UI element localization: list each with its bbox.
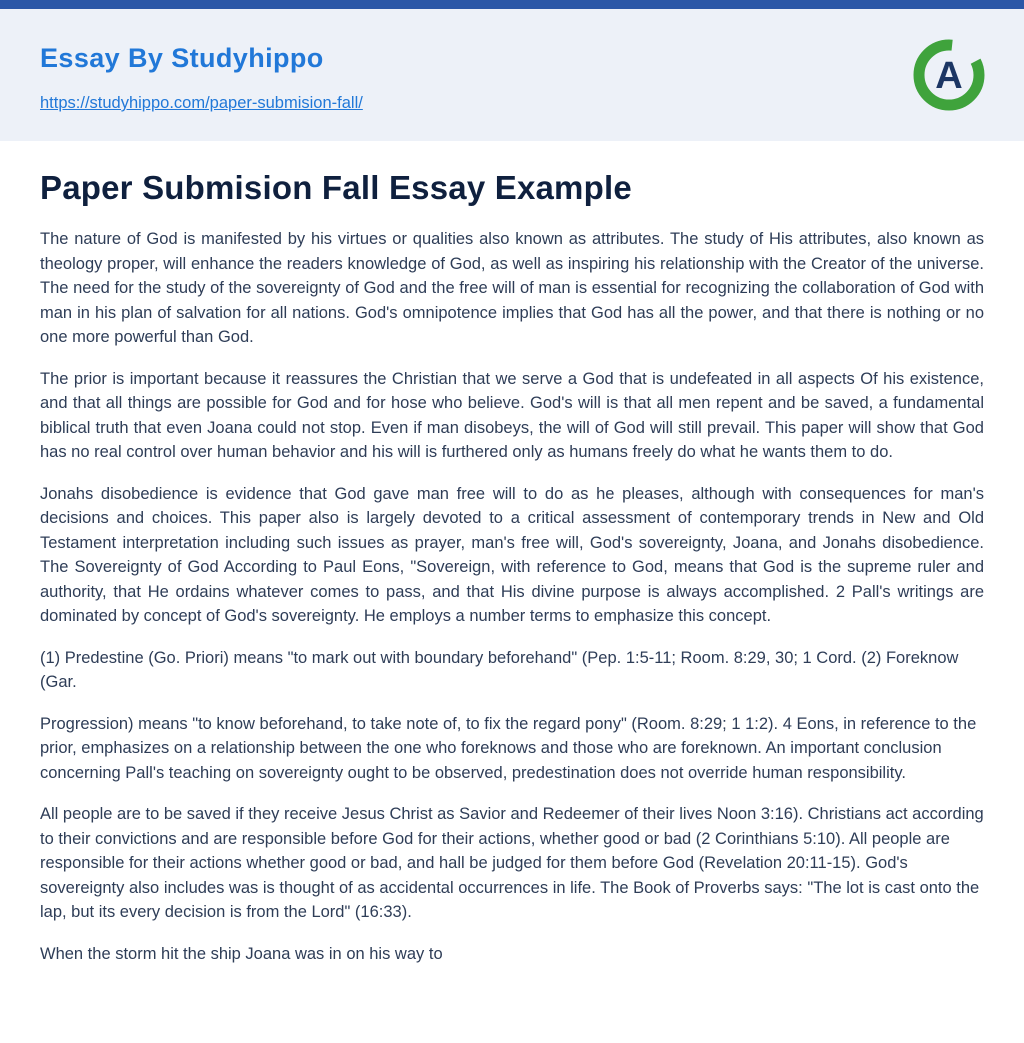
- studyhippo-logo-icon: [912, 38, 986, 112]
- article-title: Paper Submision Fall Essay Example: [40, 169, 632, 206]
- article-paragraph: The prior is important because it reassures the Christian that we serve a God that is undefeated in all aspects Of his existence, and that all things are possible for God and for hose who believe. God's will is that all men repent and be saved, a fundamental biblical truth that even Joana could not stop. Even if man disobeys, the will of God will still prevail. This paper will show that God has no real control over human behavior and his will is furthered only as humans freely do what he wants them to do.: [40, 369, 984, 461]
- article-paragraph: All people are to be saved if they receive Jesus Christ as Savior and Redeemer of their lives Noon 3:16). Christians act according to their convictions and are responsible before God for their actions, whether good or bad (2 Corinthians 5:10). All people are responsible for their actions whether good or bad, and hall be judged for them before God (Revelation 20:11-15). God's sovereignty also includes was is thought of as accidental occurrences in life. The Book of Proverbs says: "The lot is cast onto the lap, but its every decision is from the Lord" (16:33).: [40, 805, 984, 921]
- source-url-link[interactable]: https://studyhippo.com/paper-submision-fall/: [40, 94, 363, 112]
- site-title: Essay By Studyhippo: [40, 43, 324, 73]
- article-body: [40, 227, 984, 966]
- article-paragraph: Jonahs disobedience is evidence that God gave man free will to do as he pleases, although with consequences for man's decisions and choices. This paper also is largely devoted to a critical assessment of contemporary trends in New and Old Testament interpretation including such issues as prayer, man's free will, God's sovereignty, Joana, and Jonahs disobedience. The Sovereignty of God According to Paul Eons, "Sovereign, with reference to God, means that God is the supreme ruler and authority, that He ordains whatever comes to pass, and that His divine purpose is always accomplished. 2 Pall's writings are dominated by concept of God's sovereignty. He employs a number terms to emphasize this concept.: [40, 484, 984, 625]
- article-paragraph: (1) Predestine (Go. Priori) means "to mark out with boundary beforehand" (Pep. 1:5-11; Room. 8:29, 30; 1 Cord. (2) Foreknow (Gar.: [40, 648, 959, 691]
- article-paragraph: The nature of God is manifested by his virtues or qualities also known as attributes. The study of His attributes, also known as theology proper, will enhance the readers knowledge of God, as well as inspiring his relationship with the Creator of the universe. The need for the study of the sovereignty of God and the free will of man is essential for recognizing the collaboration of God with man in his plan of salvation for all nations. God's omnipotence implies that God has all the power, and that there is nothing or no one more powerful than God.: [40, 230, 984, 346]
- logo-letter: A: [935, 55, 963, 97]
- article-paragraph: When the storm hit the ship Joana was in on his way to: [40, 944, 443, 963]
- page-header: [0, 9, 1024, 141]
- article-paragraph: Progression) means "to know beforehand, to take note of, to fix the regard pony" (Room. 8:29; 1 1:2). 4 Eons, in reference to the prior, emphasizes on a relationship between the one who foreknows and those who are foreknown. An important conclusion concerning Pall's teaching on sovereignty ought to be observed, predestination does not override human responsibility.: [40, 714, 977, 782]
- article-main: [0, 141, 1024, 1043]
- top-accent-bar: [0, 0, 1024, 9]
